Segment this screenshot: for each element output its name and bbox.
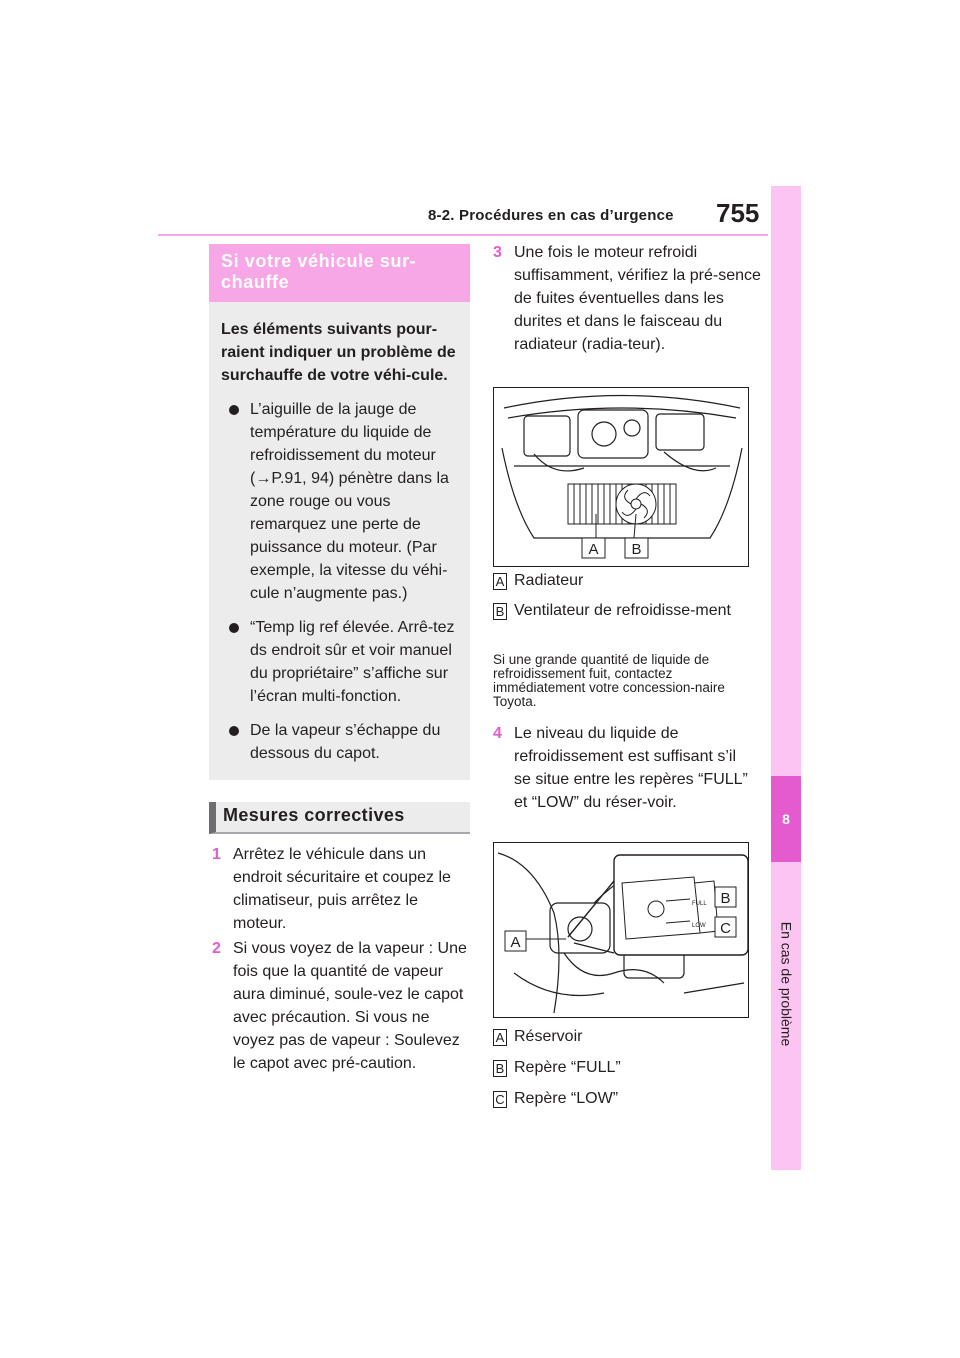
radiator-illustration (493, 387, 749, 567)
step-text: Si vous voyez de la vapeur : Une fois que la quantité de vapeur aura diminué, soule-vez le capot avec précaution. Si vous ne voyez pas de vapeur : Soulevez le capot avec pré-caution. (233, 940, 467, 1072)
engine-bay-figure-1 (494, 388, 749, 567)
overheat-bullet (221, 616, 462, 708)
step-number: 4 (493, 725, 502, 742)
legend-key: C (493, 1091, 507, 1108)
legend-text: Repère “FULL” (514, 1059, 621, 1076)
legend-text: Réservoir (514, 1028, 583, 1045)
legend-key: B (493, 1060, 507, 1077)
legend-item (493, 1026, 753, 1048)
engine-bay-figure-2 (494, 843, 749, 1018)
page-number: 755 (716, 198, 760, 228)
step-3 (493, 241, 763, 356)
figure-label-a: A (588, 541, 599, 558)
corrective-title: Mesures correctives (209, 802, 470, 834)
leak-note: Si une grande quantité de liquide de refroidissement fuit, contactez immédiatement votre concession-naire Toyota. (493, 652, 725, 709)
chapter-number: 8 (771, 776, 801, 862)
step-4 (493, 722, 753, 814)
overheat-title (209, 244, 470, 302)
chapter-title-text: En cas de problème (778, 921, 794, 1047)
legend-item (493, 600, 733, 622)
legend-key: A (493, 573, 507, 590)
step-text: Le niveau du liquide de refroidissement est suffisant s’il se situe entre les repères “FULL” et “LOW” du réser-voir. (514, 725, 748, 811)
overheat-bullet (221, 719, 462, 765)
overheat-title-line2: chauffe (221, 272, 290, 292)
step-number: 1 (212, 846, 221, 863)
legend-item (493, 570, 753, 592)
step-text: Arrêtez le véhicule dans un endroit sécuritaire et coupez le climatiseur, puis arrêtez le moteur. (233, 846, 451, 932)
figure-label-b: B (631, 541, 642, 558)
figure-label-c: C (720, 920, 731, 937)
figure-label-b: B (720, 890, 731, 907)
legend-text: Radiateur (514, 572, 584, 589)
reservoir-illustration (493, 842, 749, 1018)
legend-key: B (493, 603, 507, 620)
tank-mark-low: LOW (692, 923, 706, 929)
step-2 (212, 937, 470, 1075)
legend-text: Repère “LOW” (514, 1090, 619, 1107)
bullet-dot-icon (229, 623, 239, 633)
section-heading: 8-2. Procédures en cas d’urgence (428, 207, 674, 224)
header-rule (158, 234, 768, 236)
overheat-info-box (209, 302, 470, 780)
tank-mark-full: FULL (692, 901, 707, 907)
step-number: 3 (493, 244, 502, 261)
legend-text: Ventilateur de refroidisse-ment (514, 602, 731, 619)
step-number: 2 (212, 940, 221, 957)
overheat-title-line1: Si votre véhicule sur- (221, 251, 417, 271)
legend-item (493, 1057, 753, 1079)
overheat-bullet (221, 398, 462, 605)
legend-item (493, 1088, 753, 1110)
bullet-text: “Temp lig ref élevée. Arrê-tez ds endroit sûr et voir manuel du propriétaire” s’affiche sur l’écran multi-fonction. (250, 619, 455, 705)
bullet-dot-icon (229, 405, 239, 415)
overheat-intro: Les éléments suivants pour-raient indiquer un problème de surchauffe de votre véhi-cule. (221, 321, 456, 384)
step-1 (212, 843, 467, 935)
legend-key: A (493, 1029, 507, 1046)
chapter-title (777, 904, 795, 1064)
bullet-text: De la vapeur s’échappe du dessous du capot. (250, 722, 441, 762)
bullet-text: L’aiguille de la jauge de température du liquide de refroidissement du moteur (→P.91, 94) pénètre dans la zone rouge ou vous remarquez une perte de puissance du moteur. (Par exemple, la vitesse du véhi-cule n’augmente pas.) (250, 401, 449, 602)
figure-label-a: A (510, 934, 521, 951)
step-text: Une fois le moteur refroidi suffisamment, vérifiez la pré-sence de fuites éventuelles dans les durites et dans le faisceau du radiateur (radia-teur). (514, 244, 761, 353)
bullet-dot-icon (229, 726, 239, 736)
